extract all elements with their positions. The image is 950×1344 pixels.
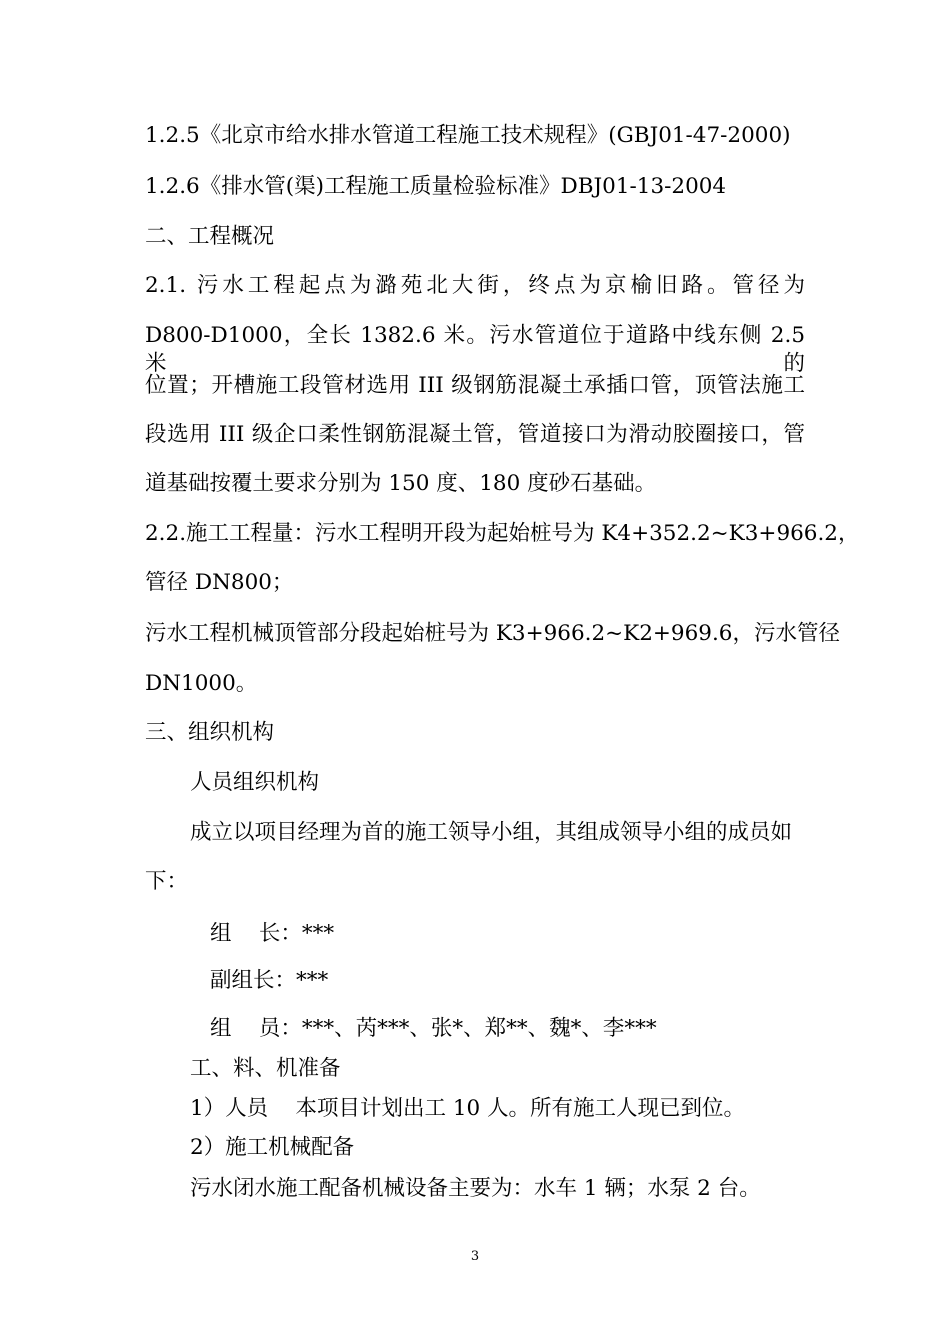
paragraph-line: 位置；开槽施工段管材选用 III 级钢筋混凝土承插口管，顶管法施工	[145, 373, 805, 398]
page-number: 3	[470, 1249, 480, 1264]
reference-line-1-2-6: 1.2.6《排水管(渠)工程施工质量检验标准》DBJ01-13-2004	[145, 174, 727, 199]
member-line-deputy-leader: 副组长：***	[210, 968, 329, 993]
paragraph-line: 道基础按覆土要求分别为 150 度、180 度砂石基础。	[145, 471, 657, 496]
paragraph-line: DN1000。	[145, 671, 258, 696]
subheading-personnel-organization: 人员组织机构	[190, 770, 320, 795]
section-heading-organization: 三、组织机构	[145, 720, 275, 745]
paragraph-line: 管径 DN800；	[145, 570, 294, 595]
paragraph-line: 污水工程机械顶管部分段起始桩号为 K3+966.2~K2+969.6，污水管径	[145, 621, 840, 646]
paragraph-line: 成立以项目经理为首的施工领导小组，其组成领导小组的成员如	[190, 820, 793, 845]
paragraph-line: 污水闭水施工配备机械设备主要为：水车 1 辆；水泵 2 台。	[190, 1176, 761, 1201]
list-item-machinery: 2）施工机械配备	[190, 1135, 355, 1160]
member-line-members: 组 员：***、芮***、张*、郑**、魏*、李***	[210, 1016, 657, 1041]
section-heading-project-overview: 二、工程概况	[145, 224, 275, 249]
member-line-leader: 组 长：***	[210, 921, 335, 946]
paragraph-line: 段选用 III 级企口柔性钢筋混凝土管，管道接口为滑动胶圈接口，管	[145, 422, 805, 447]
paragraph-line: 2.2.施工工程量：污水工程明开段为起始桩号为 K4+352.2~K3+966.2，	[145, 521, 860, 546]
list-item-personnel: 1）人员 本项目计划出工 10 人。所有施工人现已到位。	[190, 1096, 746, 1121]
reference-line-1-2-5: 1.2.5《北京市给水排水管道工程施工技术规程》(GBJ01-47-2000)	[145, 123, 791, 148]
paragraph-line: 2.1. 污水工程起点为潞苑北大街，终点为京榆旧路。管径为	[145, 273, 805, 298]
subheading-preparation: 工、料、机准备	[190, 1056, 341, 1081]
paragraph-line: 下：	[145, 869, 189, 894]
paragraph-line: D800-D1000，全长 1382.6 米。污水管道位于道路中线东侧 2.5 米的	[145, 323, 805, 376]
